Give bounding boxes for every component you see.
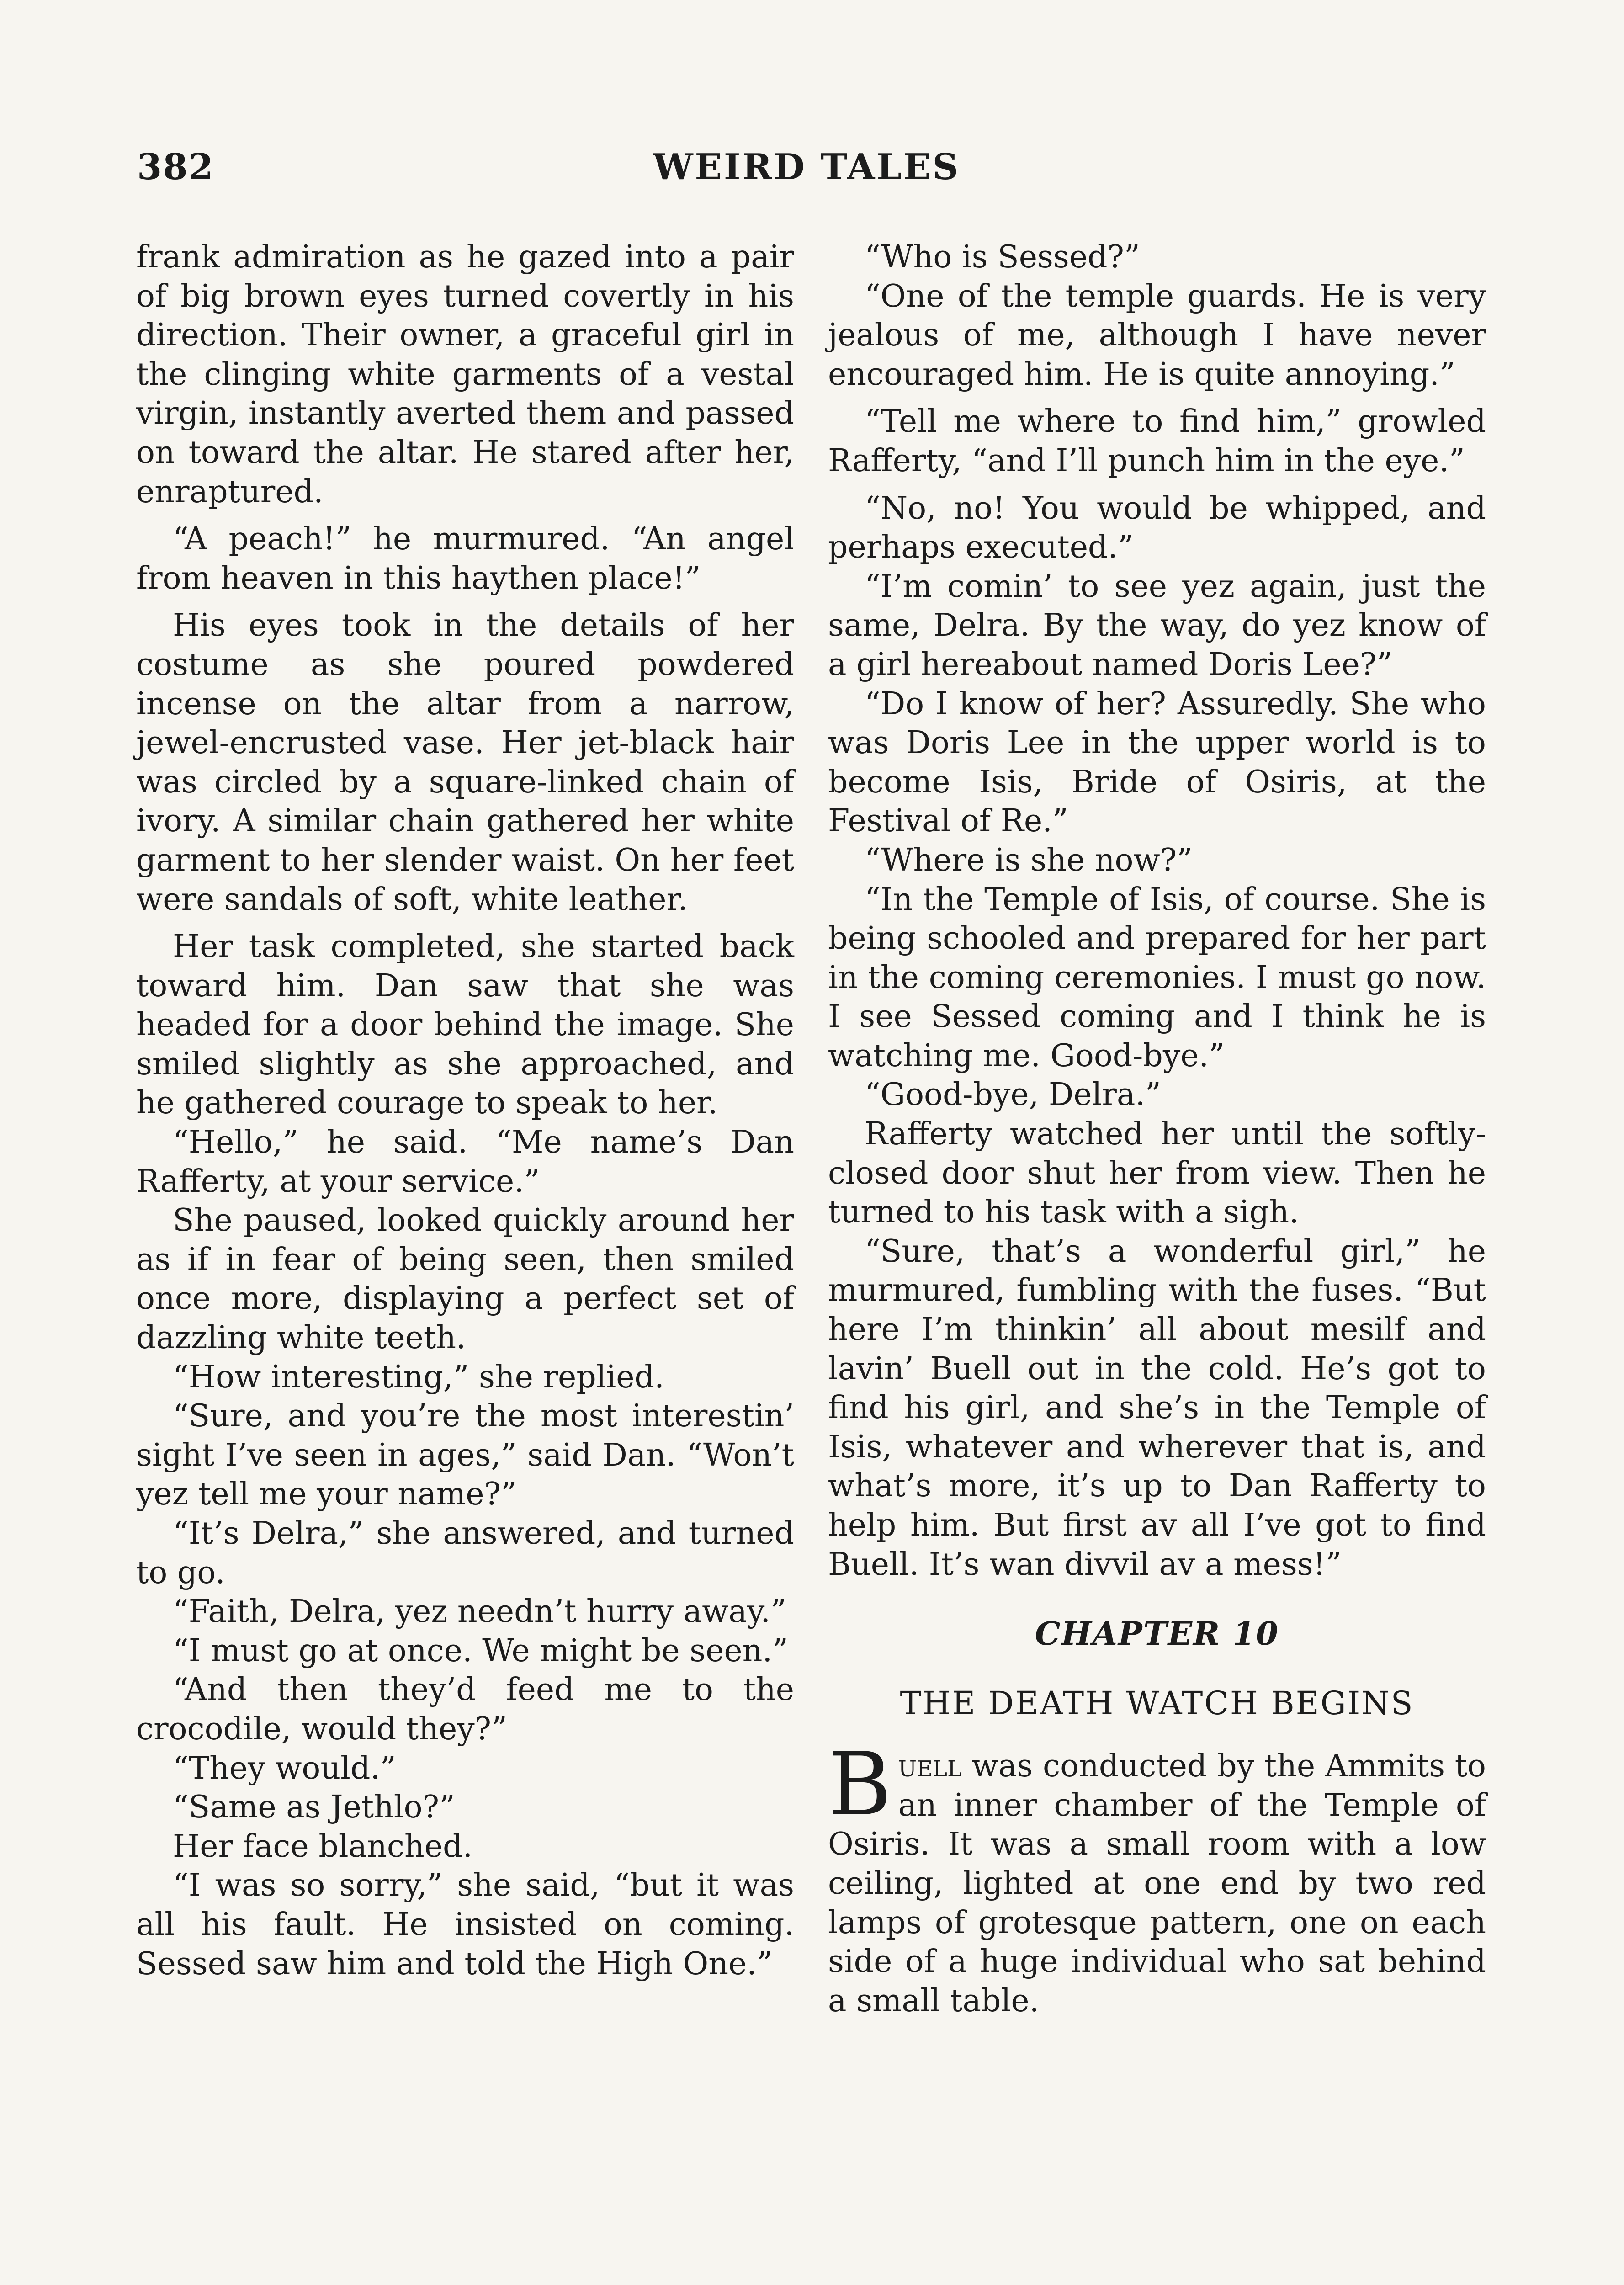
paragraph: “In the Temple of Isis, of course. She is being schooled and prepared for her part in the coming ceremonies. I must go now. I see Sessed coming and I think he is watching me. Good-bye.” [828,881,1486,1074]
paragraph: “Faith, Delra, yez needn’t hurry away.” [173,1594,786,1630]
paragraph: “And then they’d feed me to the crocodile, would they?” [136,1672,794,1747]
paragraph: She paused, looked quickly around her as if in fear of being seen, then smiled once more, displaying a perfect set of dazzling white teeth. [136,1202,794,1356]
paragraph: “It’s Delra,” she answered, and turned to go. [136,1515,794,1591]
page-number: 382 [137,146,214,188]
paragraph: “Who is Sessed?” [865,239,1140,275]
chapter-title: THE DEATH WATCH BEGINS [900,1685,1414,1722]
paragraph: “I was so sorry,” she said, “but it was all his fault. He insisted on coming. Sessed saw him and told the High One.” [136,1867,794,1982]
paragraph: “A peach!” he murmured. “An angel from heaven in this haythen place!” [136,521,794,596]
drop-cap-word-rest: uell [898,1748,962,1785]
paragraph: “Sure, and you’re the most interestin’ sight I’ve seen in ages,” said Dan. “Won’t yez tell me your name?” [136,1398,794,1513]
paragraph: “No, no! You would be whipped, and perhaps executed.” [828,490,1486,566]
paragraph: “One of the temple guards. He is very jealous of me, although I have never encouraged him. He is quite annoying.” [828,278,1486,393]
right-column [828,238,1486,2020]
paragraph: “I must go at once. We might be seen.” [173,1632,788,1669]
paragraph: “Same as Jethlo?” [173,1789,455,1826]
paragraph: His eyes took in the details of her costume as she poured powdered incense on the altar from a narrow, jewel-encrusted vase. Her jet-black hair was circled by a square-linked chain of ivory. A similar chain gathered her white garment to her slender waist. On her feet were sandals of soft, white leather. [136,607,794,918]
paragraph: “Good-bye, Delra.” [865,1077,1161,1113]
paragraph: Her task completed, she started back toward him. Dan saw that she was headed for a door behind the image. She smiled slightly as she approached, and he gathered courage to speak to her. [136,929,794,1121]
drop-cap: B [828,1734,892,1835]
chapter-first-paragraph [828,1734,1486,2020]
paragraph: Rafferty watched her until the softly-closed door shut her from view. Then he turned to his task with a sigh. [828,1116,1486,1231]
paragraph: “They would.” [173,1750,396,1786]
paragraph: Her face blanched. [173,1828,473,1865]
page-header [137,146,1476,197]
running-head: WEIRD TALES [653,146,961,188]
chapter-first-paragraph-text: was conducted by the Ammits to an inner chamber of the Temple of Osiris. It was a small room with a low ceiling, lighted at one end by two red lamps of grotesque pattern, one on each side of a huge individual who sat behind a small table. [828,1748,1486,2019]
paragraph: “Where is she now?” [865,842,1193,878]
left-column [136,238,794,1983]
paragraph: “Sure, that’s a wonderful girl,” he murmured, fumbling with the fuses. “But here I’m thinkin’ all about mesilf and lavin’ Buell out in the cold. He’s got to find his girl, and she’s in the Temple of Isis, whatever and wherever that is, and what’s more, it’s up to Dan Rafferty to help him. But first av all I’ve got to find Buell. It’s wan divvil av a mess!” [828,1233,1486,1583]
paragraph: frank admiration as he gazed into a pair of big brown eyes turned covertly in his direction. Their owner, a graceful girl in the clinging white garments of a vestal virgin, instantly averted them and passed on toward the altar. He stared after her, enraptured. [136,239,794,510]
paragraph: “Do I know of her? Assuredly. She who was Doris Lee in the upper world is to become Isis, Bride of Osiris, at the Festival of Re.” [828,686,1486,840]
chapter-label: CHAPTER 10 [1035,1615,1279,1653]
paragraph: “Tell me where to find him,” growled Rafferty, “and I’ll punch him in the eye.” [828,404,1486,479]
paragraph: “How interesting,” she replied. [173,1359,664,1395]
paragraph: “I’m comin’ to see yez again, just the same, Delra. By the way, do yez know of a girl hereabout named Doris Lee?” [828,568,1486,683]
paragraph: “Hello,” he said. “Me name’s Dan Rafferty, at your service.” [136,1124,794,1200]
